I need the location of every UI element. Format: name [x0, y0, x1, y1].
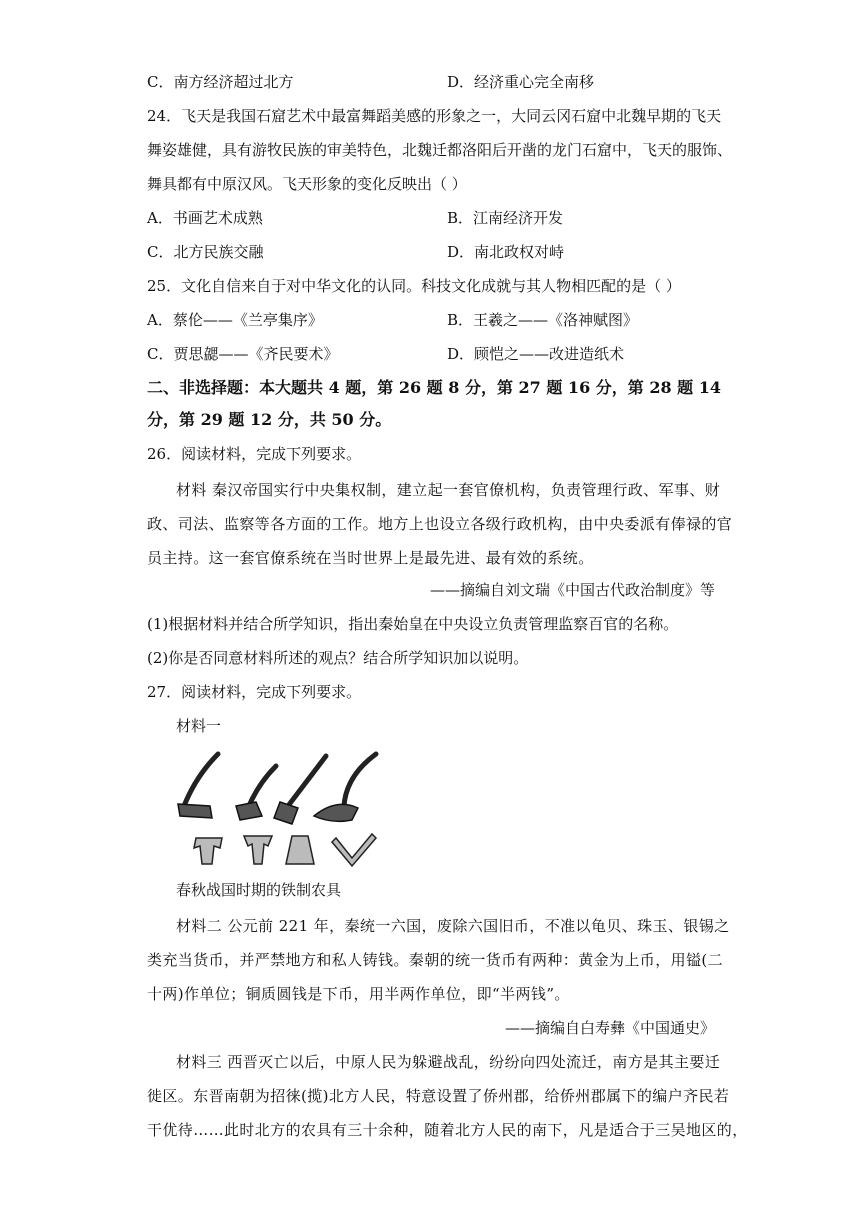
q26-material-line2: 政、司法、监察等各方面的工作。地方上也设立各级行政机构，由中央委派有俸禄的官 — [147, 515, 733, 533]
q24-option-a: A．书画艺术成熟 — [147, 209, 263, 227]
q24-stem-line3: 舞具都有中原汉风。飞天形象的变化反映出（ ） — [147, 175, 467, 193]
section2-heading-line2: 分，第 29 题 12 分，共 50 分。 — [147, 410, 392, 429]
q26-material-line3: 员主持。这一套官僚系统在当时世界上是最先进、最有效的系统。 — [147, 549, 594, 567]
q24-option-b: B．江南经济开发 — [447, 209, 564, 227]
q24-option-c: C．北方民族交融 — [147, 243, 264, 261]
q26-subquestion-1: (1)根据材料并结合所学知识，指出秦始皇在中央设立负责管理监察百官的名称。 — [147, 615, 679, 633]
q26-stem: 26．阅读材料，完成下列要求。 — [147, 445, 362, 463]
q27-material2-line1: 材料二 公元前 221 年，秦统一六国，废除六国旧币，不准以龟贝、珠玉、银锡之 — [176, 917, 730, 935]
figure-caption: 春秋战国时期的铁制农具 — [176, 881, 342, 899]
q27-stem: 27．阅读材料，完成下列要求。 — [147, 683, 362, 701]
q27-material3-line2: 徙区。东晋南朝为招徕(揽)北方人民，特意设置了侨州郡，给侨州郡属下的编户齐民若 — [147, 1087, 730, 1105]
iron-farm-tools-figure — [176, 746, 381, 871]
q27-material3-line1: 材料三 西晋灭亡以后，中原人民为躲避战乱，纷纷向四处流迁，南方是其主要迁 — [176, 1053, 721, 1071]
q27-material2-line3: 十两)作单位；铜质圆钱是下币，用半两作单位，即“半两钱”。 — [147, 985, 570, 1003]
q26-source: ——摘编自刘文瑞《中国古代政治制度》等 — [429, 581, 715, 599]
q23-option-d: D．经济重心完全南移 — [447, 73, 595, 91]
q24-option-d: D．南北政权对峙 — [447, 243, 565, 261]
q25-stem: 25．文化自信来自于对中华文化的认同。科技文化成就与其人物相匹配的是（ ） — [147, 277, 681, 295]
q27-material3-line3: 干优待……此时北方的农具有三十余种，随着北方人民的南下，凡是适合于三吴地区的， — [147, 1121, 748, 1139]
q25-option-d: D．顾恺之——改进造纸术 — [447, 345, 625, 363]
q27-material1-label: 材料一 — [176, 717, 222, 735]
q25-option-b: B．王羲之——《洛神赋图》 — [447, 311, 639, 329]
q26-material-line1: 材料 秦汉帝国实行中央集权制，建立起一套官僚机构，负责管理行政、军事、财 — [176, 481, 721, 499]
q25-option-c: C．贾思勰——《齐民要术》 — [147, 345, 339, 363]
q27-material2-source: ——摘编自白寿彝《中国通史》 — [504, 1019, 715, 1037]
section2-heading-line1: 二、非选择题：本大题共 4 题，第 26 题 8 分，第 27 题 16 分，第 28 题 14 — [147, 378, 722, 397]
q23-option-c: C．南方经济超过北方 — [147, 73, 294, 91]
q24-stem-line2: 舞姿雄健，具有游牧民族的审美特色，北魏迁都洛阳后开凿的龙门石窟中，飞天的服饰、 — [147, 141, 733, 159]
q26-subquestion-2: (2)你是否同意材料所述的观点？结合所学知识加以说明。 — [147, 649, 529, 667]
q27-material2-line2: 类充当货币，并严禁地方和私人铸钱。秦朝的统一货币有两种：黄金为上币，用镒(二 — [147, 951, 724, 969]
q25-option-a: A．蔡伦——《兰亭集序》 — [147, 311, 323, 329]
q24-stem-line1: 24．飞天是我国石窟艺术中最富舞蹈美感的形象之一，大同云冈石窟中北魏早期的飞天 — [147, 107, 722, 125]
